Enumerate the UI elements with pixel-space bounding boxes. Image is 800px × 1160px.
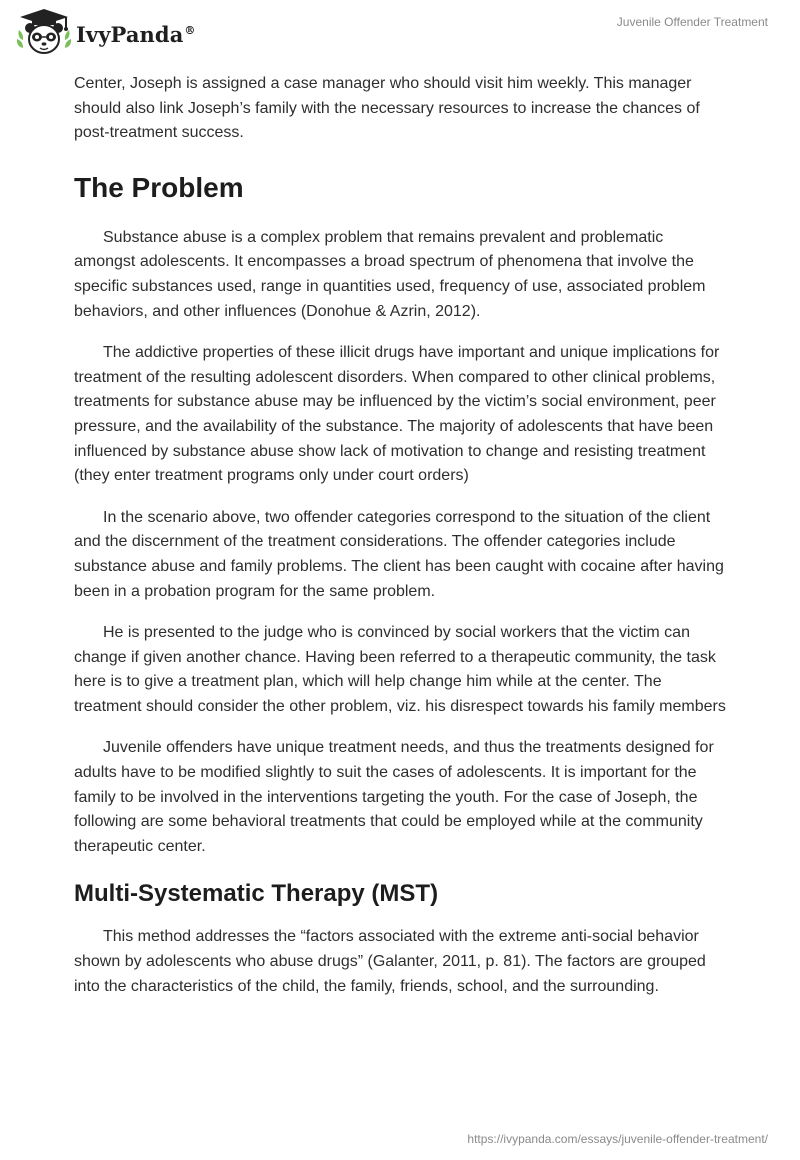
article-body xyxy=(74,72,726,999)
logo-wordmark: IvyPanda® xyxy=(76,21,196,47)
intro-paragraph: Center, Joseph is assigned a case manager who should visit him weekly. This manager should also link Joseph’s family with the necessary resources to increase the chances of post-treatment success. xyxy=(74,75,700,142)
section-heading-mst: Multi-Systematic Therapy (MST) xyxy=(74,880,439,908)
source-url[interactable]: https://ivypanda.com/essays/juvenile-offender-treatment/ xyxy=(467,1132,768,1146)
mst-paragraph-1: This method addresses the “factors associated with the extreme anti-social behavior shown by adolescents who abuse drugs” (Galanter, 2011, p. 81). The factors are grouped into the characteristics of the child, the family, friends, school, and the surrounding. xyxy=(74,928,706,995)
problem-paragraph-1: Substance abuse is a complex problem that remains prevalent and problematic amongst adolescents. It encompasses a broad spectrum of phenomena that involve the specific substances used, range in quantities used, frequency of use, associated problem behaviors, and other influences (Donohue & Azrin, 2012). xyxy=(74,228,706,320)
problem-paragraph-4: He is presented to the judge who is convinced by social workers that the victim can change if given another chance. Having been referred to a therapeutic community, the task here is to give a treatment plan, which will help change him while at the center. The treatment should consider the other problem, viz. his disrespect towards his family members xyxy=(74,624,726,715)
document-title: Juvenile Offender Treatment xyxy=(616,15,768,29)
registered-mark: ® xyxy=(184,23,196,37)
ivypanda-logo[interactable] xyxy=(14,6,204,58)
page-header xyxy=(0,0,800,64)
problem-paragraph-5: Juvenile offenders have unique treatment needs, and thus the treatments designed for adults have to be modified slightly to suit the cases of adolescents. It is important for the family to be involved in the interventions targeting the youth. For the case of Joseph, the following are some behavioral treatments that could be employed while at the community therapeutic center. xyxy=(74,739,714,855)
problem-paragraph-3: In the scenario above, two offender categories correspond to the situation of the client and the discernment of the treatment considerations. The offender categories include substance abuse and family problems. The client has been caught with cocaine after having been in a probation program for the same problem. xyxy=(74,508,724,600)
problem-paragraph-2: The addictive properties of these illicit drugs have important and unique implications for treatment of the resulting adolescent disorders. When compared to other clinical problems, treatments for substance abuse may be influenced by the victim’s social environment, peer pressure, and the availability of the substance. The majority of adolescents that have been influenced by substance abuse show lack of motivation to change and resisting treatment (they enter treatment programs only under court orders) xyxy=(74,344,720,485)
panda-graduate-icon xyxy=(14,6,74,58)
section-heading-problem: The Problem xyxy=(74,171,244,203)
